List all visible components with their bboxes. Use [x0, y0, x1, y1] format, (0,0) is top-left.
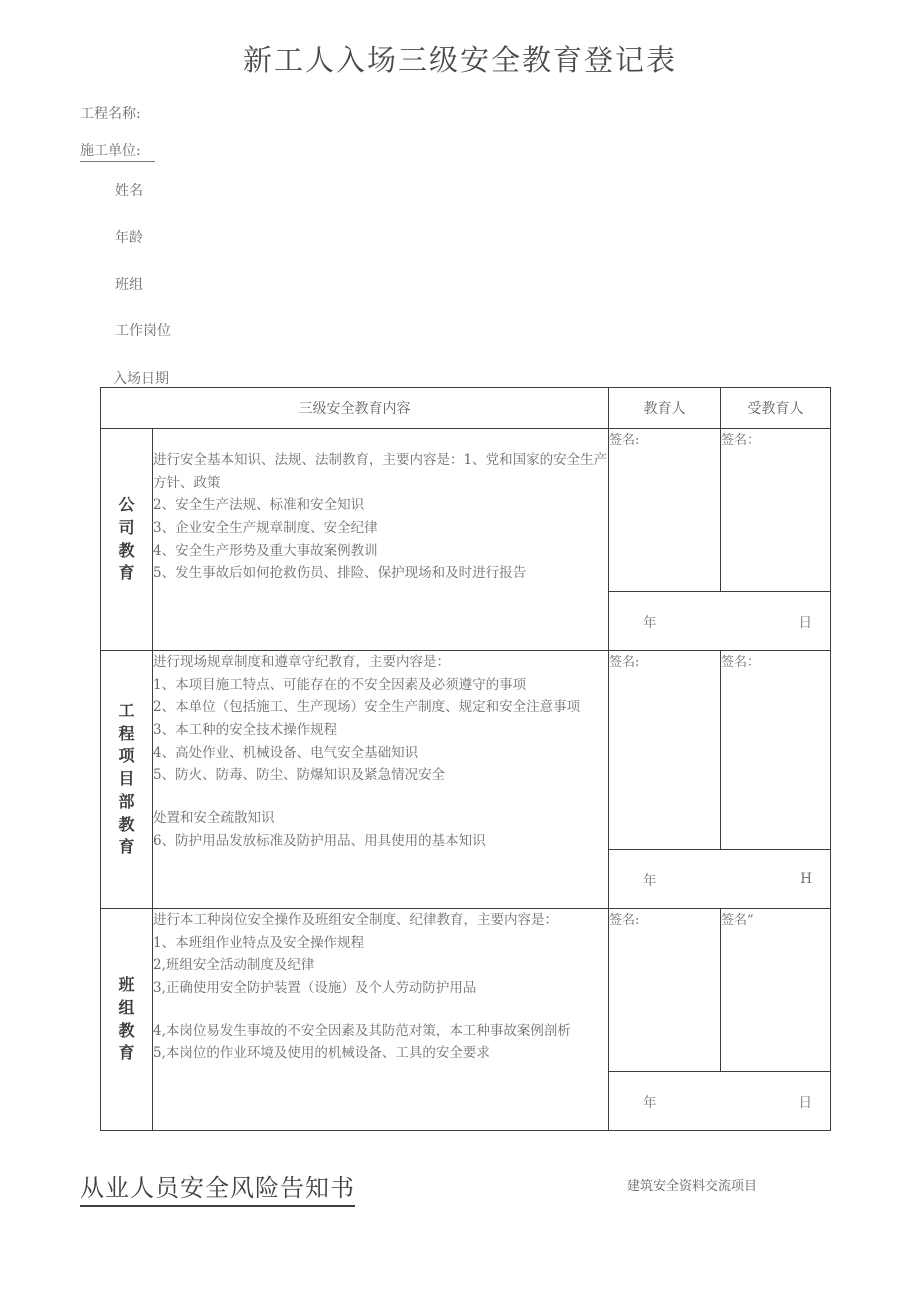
educator-signature-cell-team[interactable]: 签名:	[609, 909, 721, 1072]
date-day-label: 日	[798, 615, 812, 631]
label-char: 育	[118, 1043, 135, 1063]
educatee-signature-cell-project[interactable]: 签名：	[721, 651, 831, 850]
content-line: 6、防护用品发放标准及防护用品、用具使用的基本知识	[153, 832, 486, 849]
education-table-wrapper	[100, 387, 830, 1131]
date-day-label: 日	[798, 1095, 812, 1111]
content-line: 进行本工种岗位安全操作及班组安全制度、纪律教育，主要内容是：	[153, 912, 558, 928]
label-char: 目	[118, 769, 135, 789]
field-project-name: 工程名称:	[80, 106, 141, 122]
label-char: 教	[118, 1020, 135, 1040]
content-line: 3、本工种的安全技术操作规程	[153, 722, 338, 739]
label-char: 公	[118, 495, 135, 515]
educator-signature-cell-company[interactable]: 签名:	[609, 429, 721, 592]
date-cell-project[interactable]	[609, 850, 831, 909]
page-title: 新工人入场三级安全教育登记表	[242, 43, 677, 77]
field-entry-date: 入场日期	[113, 371, 169, 387]
label-char: 部	[118, 791, 135, 811]
row-label-project-department	[101, 651, 153, 909]
content-line: 5、发生事故后如何抢救伤员、排险、保护现场和及时进行报告	[153, 565, 527, 582]
label-char: 育	[118, 563, 135, 583]
column-header-educatee: 受教育人	[721, 388, 831, 429]
date-year-label: 年	[643, 873, 657, 889]
content-line: 1、本班组作业特点及安全操作规程	[153, 934, 365, 951]
label-char: 班	[118, 975, 135, 995]
field-work-post: 工作岗位	[115, 323, 171, 339]
educatee-signature-cell-team[interactable]: 签名”	[721, 909, 831, 1072]
table-header-row	[101, 388, 831, 429]
table-row	[101, 909, 831, 1072]
content-line: 1、本项目施工特点、可能存在的不安全因素及必须遵守的事项	[153, 676, 527, 693]
content-line: 处置和安全疏散知识	[153, 810, 275, 827]
column-header-educator: 教育人	[609, 388, 721, 429]
content-line: 4、高处作业、机械设备、电气安全基础知识	[153, 744, 419, 761]
label-char: 组	[118, 997, 135, 1017]
date-cell-company[interactable]	[609, 592, 831, 651]
label-char: 程	[118, 723, 135, 743]
educatee-signature-cell-company[interactable]: 签名：	[721, 429, 831, 592]
label-char: 教	[118, 814, 135, 834]
row-content-project-department	[153, 651, 609, 909]
content-line: 4,本岗位易发生事故的不安全因素及其防范对策，本工种事故案例剖析	[153, 1022, 571, 1039]
content-line: 2、安全生产法规、标准和安全知识	[153, 497, 365, 514]
content-line: 4、安全生产形势及重大事故案例教训	[153, 542, 378, 559]
label-char: 教	[118, 540, 135, 560]
row-label-team	[101, 909, 153, 1131]
row-content-company	[153, 429, 609, 651]
footer-note: 建筑安全资料交流项目	[627, 1179, 758, 1194]
row-content-team	[153, 909, 609, 1131]
education-table	[100, 387, 831, 1131]
content-line: 进行安全基本知识、法规、法制教育，主要内容是：1、党和国家的安全生产方针、政策	[153, 452, 608, 491]
date-year-label: 年	[643, 615, 657, 631]
date-year-label: 年	[643, 1095, 657, 1111]
date-cell-team[interactable]	[609, 1072, 831, 1131]
field-construction-unit: 施工单位:	[80, 140, 155, 162]
footer-title: 从业人员安全风险告知书	[80, 1168, 355, 1207]
date-day-label: H	[800, 871, 812, 887]
label-char: 司	[118, 517, 135, 537]
content-line: 2、本单位（包括施工、生产现场）安全生产制度、规定和安全注意事项	[153, 699, 581, 716]
label-char: 育	[118, 837, 135, 857]
row-label-company	[101, 429, 153, 651]
field-worker-team: 班组	[115, 277, 143, 293]
content-line: 5、防火、防毒、防尘、防爆知识及紧急情况安全	[153, 767, 446, 784]
label-char: 项	[118, 746, 135, 766]
content-line: 2,班组安全活动制度及纪律	[153, 957, 315, 974]
label-char: 工	[118, 700, 135, 720]
content-line: 3,正确使用安全防护装置（设施）及个人劳动防护用品	[153, 980, 477, 997]
column-header-content: 三级安全教育内容	[101, 388, 609, 429]
table-row	[101, 651, 831, 850]
field-worker-name: 姓名	[115, 183, 143, 199]
table-row	[101, 429, 831, 592]
content-line: 进行现场规章制度和遵章守纪教育，主要内容是：	[153, 654, 450, 670]
content-line: 3、企业安全生产规章制度、安全纪律	[153, 520, 378, 537]
content-line: 5,本岗位的作业环境及使用的机械设备、工具的安全要求	[153, 1045, 490, 1062]
educator-signature-cell-project[interactable]: 签名:	[609, 651, 721, 850]
field-worker-age: 年龄	[115, 230, 143, 246]
